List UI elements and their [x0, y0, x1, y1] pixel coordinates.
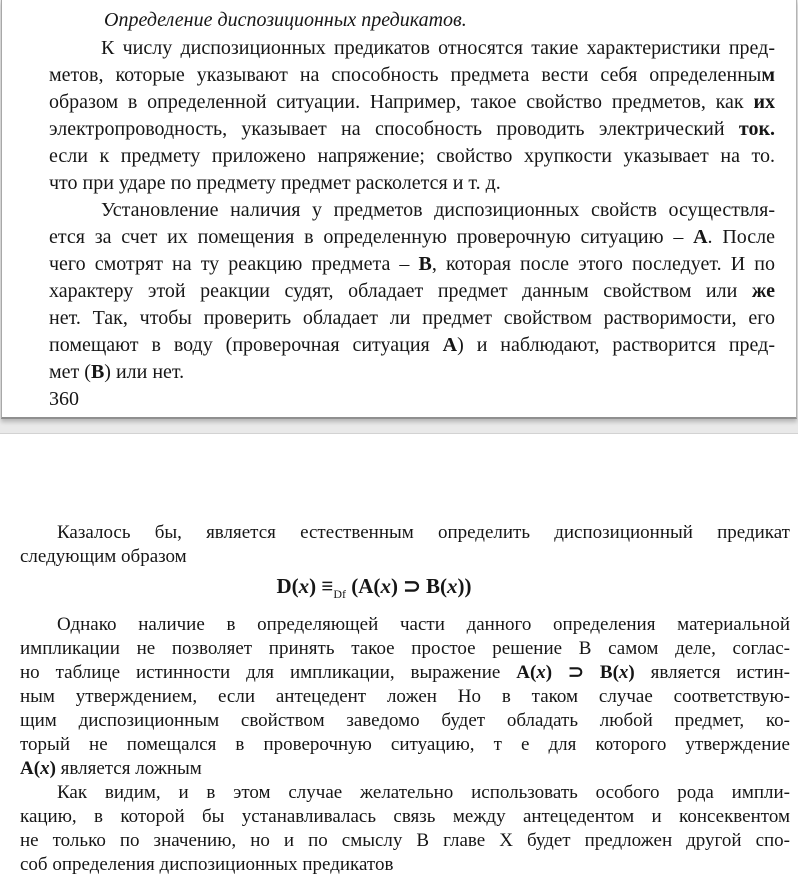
paragraph-2 — [49, 197, 775, 386]
text-line: помещают в воду (проверочная ситуация А) и наблюдают, растворится пред- — [49, 334, 775, 356]
page-1 — [1, 0, 797, 419]
page-2-content — [0, 434, 798, 874]
text-line: Установление наличия у предметов диспозиционных свойств осуществля- — [101, 199, 775, 221]
text-line: Как видим, и в этом случае желательно использовать особого рода импли- — [57, 782, 790, 803]
text-line: что при ударе по предмету предмет расколется и т. д. — [49, 172, 501, 194]
text-line: импликации не позволяет принять такое простое решение В самом деле, соглас- — [20, 638, 790, 659]
page-1-content — [2, 0, 796, 413]
text-line: но таблице истинности для импликации, выражение А(х) ⊃ В(х) является истин- — [20, 662, 791, 683]
text-line: мет (В) или нет. — [49, 361, 185, 383]
text-line: ным утверждением, если антецедент ложен Но в таком случае соответствую- — [20, 686, 790, 707]
text-line: кацию, в которой бы устанавливалась связь между антецедентом и консеквентом — [20, 806, 790, 827]
section-heading: Определение диспозиционных предикатов. — [104, 9, 467, 31]
text-line: $D(x) \equiv_{Df}$ (A(x) ⊃ B(x)) — [276, 574, 472, 602]
text-line: метов, которые указывают на способность предмета вести себя определенным — [49, 64, 775, 86]
text-line: ется за счет их помещения в определенную проверочную ситуацию – А. После — [49, 226, 775, 248]
text-line: характеру этой реакции судят, обладает предмет данным свойством или же — [49, 280, 775, 302]
text-line: А(х) является ложным — [20, 758, 202, 779]
text-line: если к предмету приложено напряжение; свойство хрупкости указывает на то. — [49, 145, 775, 167]
paragraph-1 — [49, 35, 775, 197]
text-line: Казалось бы, является естественным определить диспозиционный предикат — [57, 522, 790, 543]
definition-formula — [20, 573, 728, 602]
text-line: щим диспозиционным свойством заведомо будет обладать любой предмет, ко- — [20, 710, 790, 731]
paragraph-3 — [20, 521, 790, 569]
page-2 — [0, 433, 798, 874]
text-line: не только по значению, но и по смыслу В главе X будет предложен другой спо- — [20, 830, 790, 851]
paragraph-5 — [20, 781, 790, 874]
text-line: следующим образом — [20, 546, 187, 567]
page-number: 360 — [49, 388, 79, 410]
text-line: Однако наличие в определяющей части данного определения материальной — [57, 614, 790, 635]
text-line: электропроводность, указывает на способность проводить электрический ток. — [49, 118, 775, 140]
text-line: торый не помещался в проверочную ситуацию, т е для которого утверждение — [20, 734, 790, 755]
text-line: чего смотрят на ту реакцию предмета – В, которая после этого последует. И по — [49, 253, 775, 275]
paragraph-4 — [20, 613, 790, 781]
text-line: нет. Так, чтобы проверить обладает ли предмет свойством растворимости, его — [49, 307, 775, 329]
text-line: соб определения диспозиционных предикатов — [20, 854, 394, 874]
text-line: К числу диспозиционных предикатов относятся такие характеристики пред- — [101, 37, 775, 59]
text-line: образом в определенной ситуации. Например, такое свойство предметов, как их — [49, 91, 775, 113]
